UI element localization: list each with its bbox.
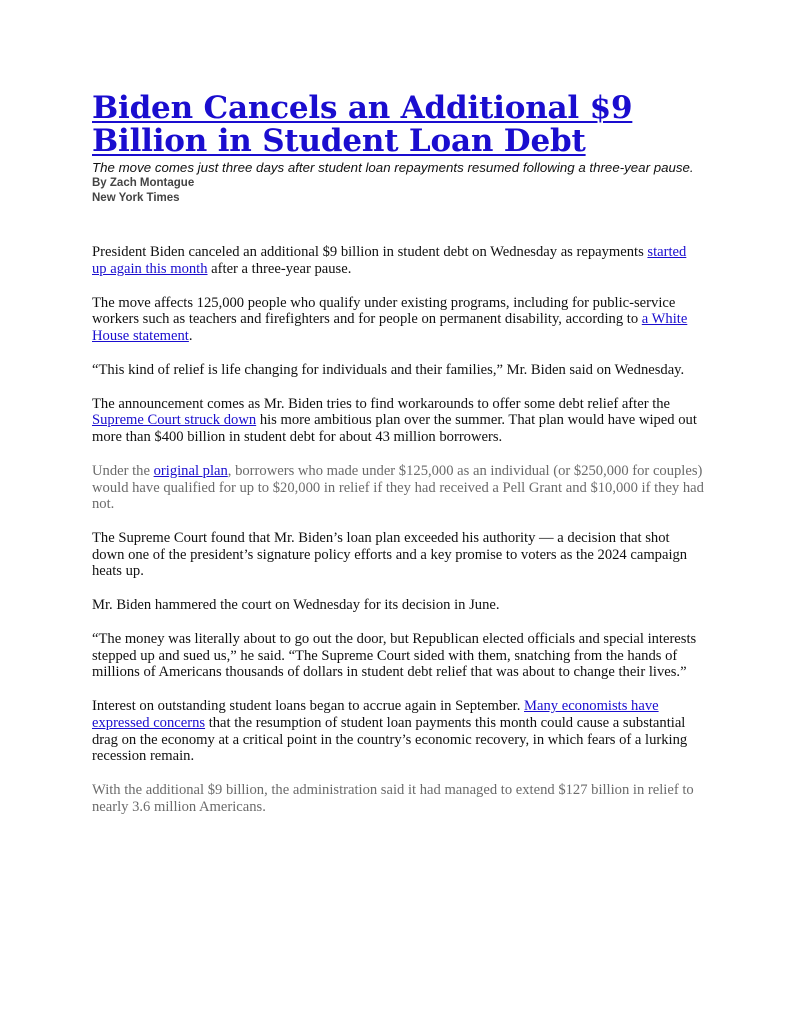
link-white-house-statement[interactable]: a White House statement [92,311,688,344]
article-body [92,244,704,815]
link-supreme-court-struck-down[interactable]: Supreme Court struck down [92,412,257,429]
paragraph-9 [92,698,704,764]
paragraph-text: that the resumption of student loan payments this month could cause a substantial drag on the economy at a critical point in the country’s economic recovery, in which fears of a lurking recession remain. [92,715,688,765]
paragraph-7: Mr. Biden hammered the court on Wednesday for its decision in June. [92,597,500,614]
article-author: By Zach Montague [92,177,195,189]
paragraph-1 [92,244,704,277]
paragraph-text: President Biden canceled an additional $9 billion in student debt on Wednesday as repayments [92,244,648,260]
article-page [92,92,704,833]
paragraph-10: With the additional $9 billion, the administration said it had managed to extend $127 billion in relief to nearly 3.6 million Americans. [92,782,694,815]
link-started-up-again[interactable]: started up again this month [92,244,687,277]
paragraph-text: The move affects 125,000 people who qualify under existing programs, including for public-service workers such as teachers and firefighters and for people on permanent disability, according to [92,294,676,328]
paragraph-text: . [188,327,193,344]
article-title-link[interactable] [92,90,632,159]
title-line-1: Biden Cancels an Additional $9 [92,90,633,126]
paragraph-text: The announcement comes as Mr. Biden tries to find workarounds to offer some debt relief after the [92,395,671,412]
paragraph-3: “This kind of relief is life changing for individuals and their families,” Mr. Biden said on Wednesday. [92,361,685,378]
paragraph-4 [92,396,704,446]
paragraph-8: “The money was literally about to go out the door, but Republican elected officials and special interests stepped up and sued us,” he said. “The Supreme Court sided with them, snatching from the hands of millions of Americans thousands of dollars in student debt relief that was about to change their lives.” [92,631,697,681]
article-title [92,92,704,158]
article-subtitle: The move comes just three days after student loan repayments resumed following a three-year pause. [92,160,694,175]
paragraph-text: after a three-year pause. [207,260,352,277]
paragraph-6: The Supreme Court found that Mr. Biden’s loan plan exceeded his authority — a decision that shot down one of the president’s signature policy efforts and a key promise to voters as the 2024 campaign heats up. [92,530,688,580]
paragraph-text: , borrowers who made under $125,000 as an individual (or $250,000 for couples) would have qualified for up to $20,000 in relief if they had received a Pell Grant and $10,000 if they had not. [92,462,704,513]
paragraph-2 [92,295,704,345]
title-line-2: Billion in Student Loan Debt [92,123,586,159]
link-original-plan[interactable]: original plan [153,462,228,479]
paragraph-text: his more ambitious plan over the summer. That plan would have wiped out more than $400 billion in student debt for about 43 million borrowers. [92,412,697,445]
link-economists-concerns[interactable]: Many economists have expressed concerns [92,698,659,731]
paragraph-5 [92,463,704,513]
article-publication: New York Times [92,192,180,204]
paragraph-text: Interest on outstanding student loans began to accrue again in September. [92,698,525,715]
paragraph-text: Under the [92,462,154,479]
